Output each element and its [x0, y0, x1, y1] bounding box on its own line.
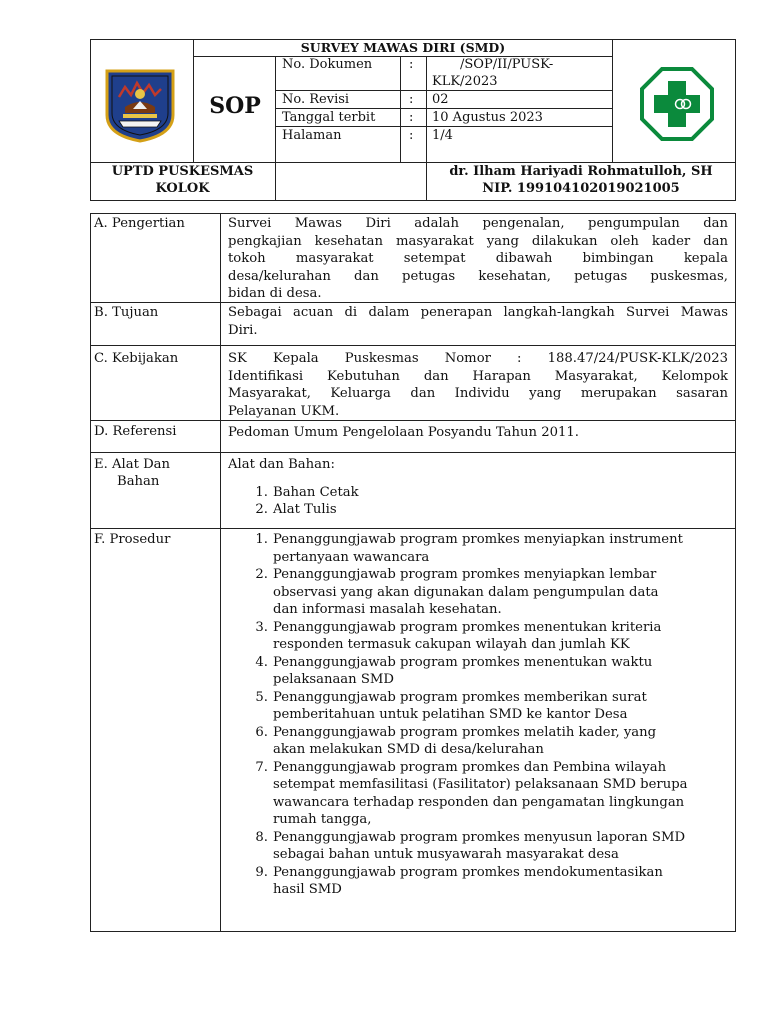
list-text: pelaksanaan SMD	[273, 672, 394, 687]
document-title: SURVEY MAWAS DIRI (SMD)	[300, 40, 506, 55]
section-content-tujuan	[228, 304, 728, 339]
list-text: pertanyaan wawancara	[273, 549, 430, 565]
row-label-no-revisi: No. Revisi	[282, 92, 350, 107]
section-content-pengertian	[228, 215, 728, 303]
list-text: wawancara terhadap responden dan pengamatan lingkungan	[273, 794, 685, 810]
list-text: Penanggungjawab program promkes dan Pembina wilayah	[273, 759, 667, 775]
list-number: 1.	[255, 484, 268, 500]
list-text: Penanggungjawab program promkes melatih kader, yang	[273, 724, 657, 740]
section-content-alat	[228, 456, 728, 519]
row-sep-halaman: :	[409, 128, 414, 143]
list-item	[250, 864, 730, 899]
text-line: Masyarakat, Keluarga dan Individu yang merupakan sasaran	[228, 386, 728, 401]
text-line: bidan di desa.	[228, 286, 322, 301]
row-value-no-dokumen-2: KLK/2023	[432, 74, 498, 89]
list-item	[250, 689, 730, 724]
list-number: 8.	[255, 829, 268, 845]
list-text: Penanggungjawab program promkes menyiapkan lembar	[273, 567, 657, 582]
list-number: 5.	[255, 689, 268, 705]
list-item	[250, 654, 730, 689]
list-text: Penanggungjawab program promkes menyiapkan instrument	[273, 532, 683, 547]
list-text: Penanggungjawab program promkes menentukan waktu	[273, 654, 653, 670]
list-number: 6.	[255, 724, 268, 740]
list-number: 3.	[255, 619, 268, 635]
list-text: Penanggungjawab program promkes mendokumentasikan	[273, 864, 663, 880]
list-text: hasil SMD	[273, 882, 342, 897]
row-sep-no-dokumen: :	[409, 57, 414, 72]
list-number: 7.	[255, 759, 268, 775]
section-content-kebijakan	[228, 350, 728, 420]
text-line: desa/kelurahan dan petugas kesehatan, petugas puskesmas,	[228, 268, 728, 284]
list-text: Penanggungjawab program promkes memberikan surat	[273, 689, 647, 705]
row-label-no-dokumen: No. Dokumen	[282, 57, 373, 72]
text-line: pengkajian kesehatan masyarakat yang dilakukan oleh kader dan	[228, 233, 728, 249]
list-number: 9.	[255, 864, 268, 880]
text-line: tokoh masyarakat setempat dibawah bimbingan kepala	[228, 251, 728, 266]
row-value-halaman: 1/4	[432, 128, 453, 143]
list-text: Penanggungjawab program promkes menentukan kriteria	[273, 619, 662, 635]
row-sep-no-revisi: :	[409, 92, 414, 107]
list-item	[250, 531, 730, 566]
text-line: Identifikasi Kebutuhan dan Harapan Masyarakat, Kelompok	[228, 368, 728, 384]
list-text: Alat Tulis	[273, 502, 337, 517]
list-text: rumah tangga,	[273, 812, 372, 827]
list-text: dan informasi masalah kesehatan.	[273, 602, 502, 617]
list-number: 2.	[255, 502, 268, 517]
text-line: Survei Mawas Diri adalah pengenalan, pengumpulan dan	[228, 216, 728, 231]
signer-nip: NIP. 199104102019021005	[482, 181, 680, 196]
list-number: 4.	[255, 654, 268, 670]
section-label-pengertian: A. Pengertian	[94, 216, 185, 231]
list-item	[250, 724, 730, 759]
puskesmas-logo-icon	[640, 67, 714, 141]
list-text: responden termasuk cakupan wilayah dan jumlah KK	[273, 637, 630, 652]
section-label-referensi: D. Referensi	[94, 424, 177, 439]
signer-name: dr. Ilham Hariyadi Rohmatulloh, SH	[449, 164, 713, 179]
list-item	[250, 566, 730, 619]
section-content-referensi: Pedoman Umum Pengelolaan Posyandu Tahun 2011.	[228, 425, 579, 440]
list-text: pemberitahuan untuk pelatihan SMD ke kantor Desa	[273, 707, 628, 722]
list-number: 2.	[255, 567, 268, 582]
section-label-tujuan: B. Tujuan	[94, 305, 159, 320]
list-text: setempat memfasilitasi (Fasilitator) pelaksanaan SMD berupa	[273, 777, 688, 792]
sop-label: SOP	[209, 93, 261, 119]
section-label-prosedur: F. Prosedur	[94, 532, 171, 547]
section-label-alat-line2: Bahan	[117, 474, 160, 489]
list-item	[250, 829, 730, 864]
list-number: 1.	[255, 532, 268, 547]
row-value-no-revisi: 02	[432, 92, 449, 107]
alat-intro: Alat dan Bahan:	[228, 457, 335, 472]
section-label-alat-line1: E. Alat Dan	[94, 457, 171, 472]
regency-emblem-icon	[105, 69, 175, 143]
list-item	[250, 619, 730, 654]
list-text: akan melakukan SMD di desa/kelurahan	[273, 742, 544, 757]
row-value-tanggal-terbit: 10 Agustus 2023	[432, 110, 543, 125]
org-name-line2: KOLOK	[155, 181, 210, 196]
row-value-no-dokumen-1: /SOP/II/PUSK-	[460, 57, 554, 72]
text-line: Pelayanan UKM.	[228, 403, 340, 419]
org-name-line1: UPTD PUSKESMAS	[111, 164, 254, 179]
row-sep-tanggal-terbit: :	[409, 110, 414, 125]
section-content-prosedur	[250, 531, 730, 899]
text-line: Sebagai acuan di dalam penerapan langkah-langkah Survei Mawas	[228, 305, 728, 320]
text-line: Diri.	[228, 322, 258, 338]
list-text: sebagai bahan untuk musyawarah masyarakat desa	[273, 847, 619, 862]
list-text: Penanggungjawab program promkes menyusun laporan SMD	[273, 829, 686, 845]
section-label-kebijakan: C. Kebijakan	[94, 351, 179, 366]
list-item	[250, 501, 728, 519]
row-label-tanggal-terbit: Tanggal terbit	[282, 110, 376, 125]
list-item	[250, 759, 730, 829]
text-line: SK Kepala Puskesmas Nomor : 188.47/24/PUSK-KLK/2023	[228, 351, 728, 366]
row-label-halaman: Halaman	[282, 128, 342, 143]
list-item	[250, 484, 728, 502]
list-text: observasi yang akan digunakan dalam pengumpulan data	[273, 584, 659, 600]
list-text: Bahan Cetak	[273, 484, 359, 500]
